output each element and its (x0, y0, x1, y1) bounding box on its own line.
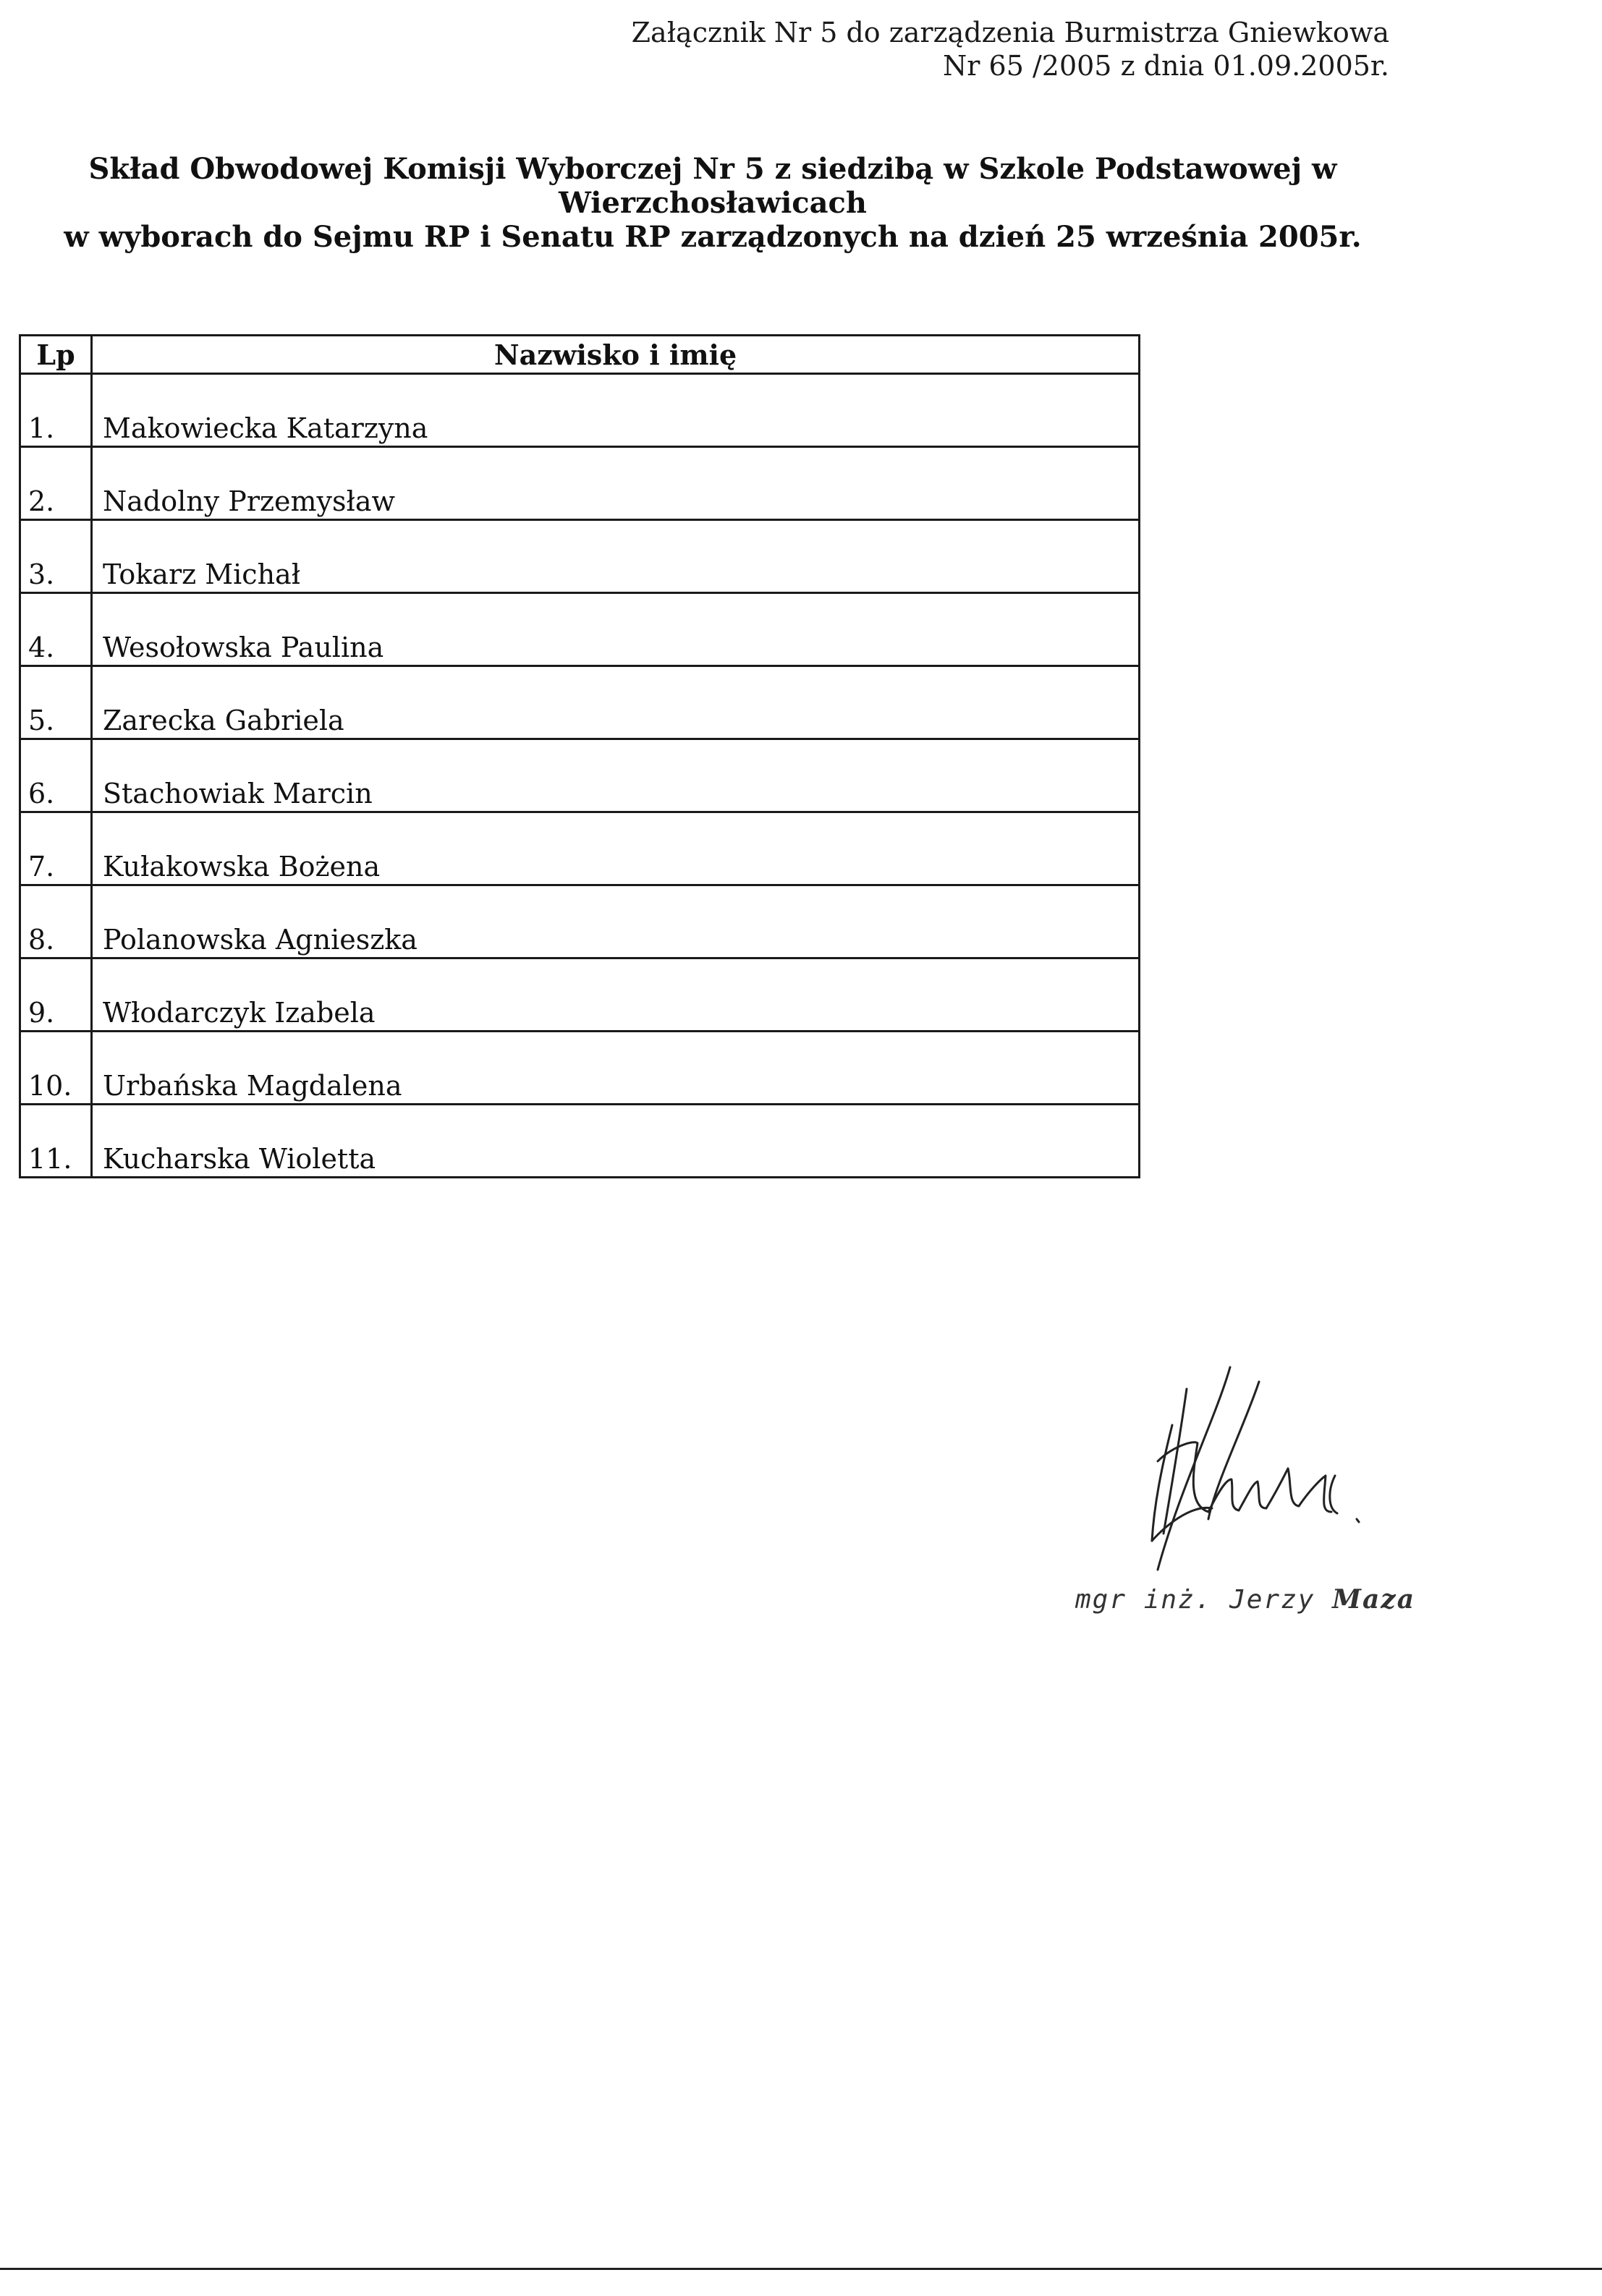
attachment-reference (0, 16, 1389, 82)
table-row (20, 958, 1140, 1032)
column-header-name: Nazwisko i imię (92, 336, 1140, 374)
table-row (20, 739, 1140, 812)
row-number: 6. (20, 739, 92, 812)
member-name: Włodarczyk Izabela (92, 958, 1140, 1032)
signatory-name (1075, 1584, 1415, 1615)
row-number: 2. (20, 447, 92, 520)
member-name: Makowiecka Katarzyna (92, 374, 1140, 447)
document-title-line2: Wierzchosławicach (559, 186, 867, 220)
member-name: Tokarz Michał (92, 520, 1140, 593)
member-name: Zarecka Gabriela (92, 666, 1140, 739)
member-name: Wesołowska Paulina (92, 593, 1140, 666)
member-name: Urbańska Magdalena (92, 1032, 1140, 1105)
table-row (20, 374, 1140, 447)
member-name: Kułakowska Bożena (92, 812, 1140, 885)
table-row (20, 812, 1140, 885)
commission-members-table (19, 334, 1140, 1178)
table-row (20, 1032, 1140, 1105)
member-name: Polanowska Agnieszka (92, 885, 1140, 958)
row-number: 3. (20, 520, 92, 593)
row-number: 10. (20, 1032, 92, 1105)
row-number: 8. (20, 885, 92, 958)
row-number: 1. (20, 374, 92, 447)
page-bottom-rule (0, 2268, 1602, 2270)
table-body (20, 374, 1140, 1178)
row-number: 7. (20, 812, 92, 885)
member-name: Stachowiak Marcin (92, 739, 1140, 812)
table-row (20, 520, 1140, 593)
table-row (20, 666, 1140, 739)
document-title (43, 152, 1382, 254)
table-row (20, 593, 1140, 666)
column-header-lp: Lp (20, 336, 92, 374)
row-number: 11. (20, 1105, 92, 1178)
signatory-surname: Maza (1332, 1584, 1416, 1615)
member-name: Nadolny Przemysław (92, 447, 1140, 520)
table-header-row (20, 336, 1140, 374)
row-number: 5. (20, 666, 92, 739)
signatory-title: mgr inż. Jerzy (1075, 1585, 1315, 1615)
member-name: Kucharska Wioletta (92, 1105, 1140, 1178)
table-row (20, 1105, 1140, 1178)
row-number: 4. (20, 593, 92, 666)
document-title-line3: w wyborach do Sejmu RP i Senatu RP zarządzonych na dzień 25 września 2005r. (64, 220, 1362, 254)
document-title-line1: Skład Obwodowej Komisji Wyborczej Nr 5 z siedzibą w Szkole Podstawowej w (88, 152, 1337, 186)
handwritten-signature (1071, 1360, 1418, 1577)
attachment-reference-line2: Nr 65 /2005 z dnia 01.09.2005r. (943, 50, 1389, 82)
row-number: 9. (20, 958, 92, 1032)
table-row (20, 447, 1140, 520)
table-row (20, 885, 1140, 958)
attachment-reference-line1: Załącznik Nr 5 do zarządzenia Burmistrza Gniewkowa (631, 17, 1389, 48)
